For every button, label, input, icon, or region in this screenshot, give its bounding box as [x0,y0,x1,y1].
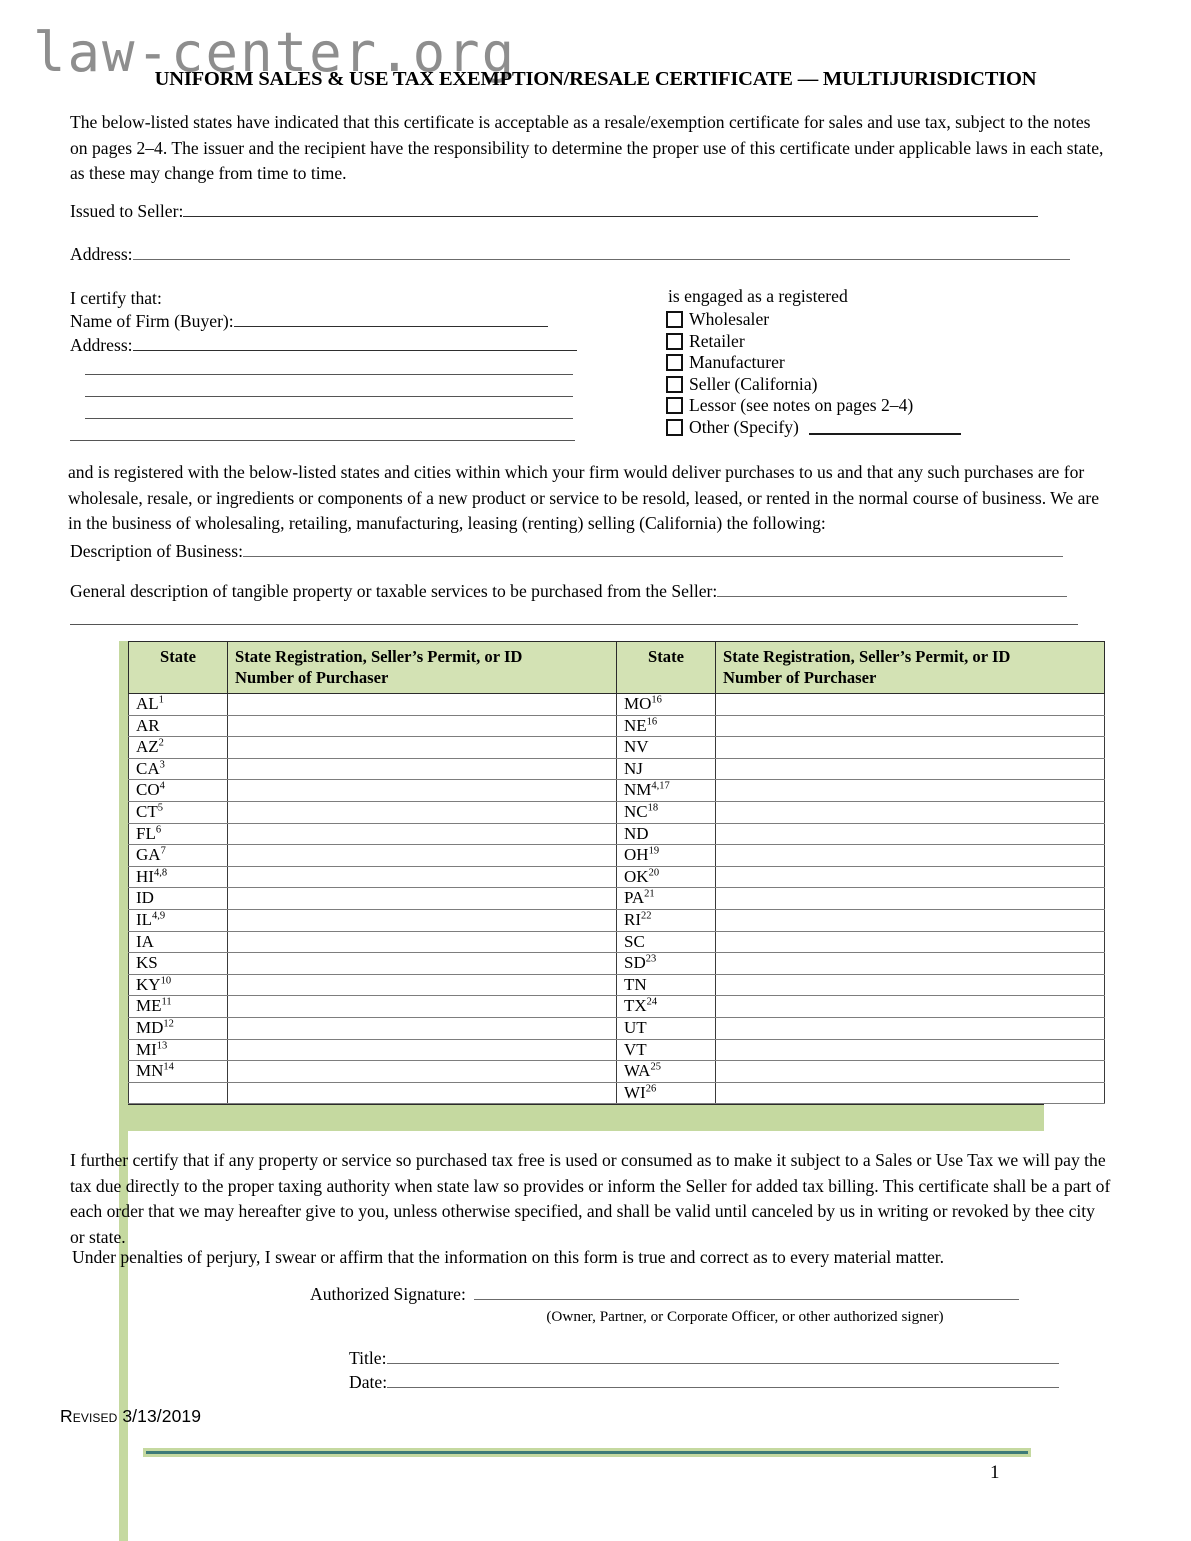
table-row [129,823,1105,845]
header-number-left-line1: State Registration, Seller’s Permit, or ID [235,647,523,666]
further-certify-paragraph: I further certify that if any property or service so purchased tax free is used or consumed as to make it subject to a Sales or Use Tax we will pay the tax due directly to the proper taxing authority when state law so provides or inform the Seller for added tax billing. This certificate shall be a part of each order that we may hereafter give to you, unless otherwise specified, and shall be valid until canceled by us in writing or revoked by thee city or state. [70,1150,1111,1247]
state-note-left: 10 [160,975,172,987]
state-note-left: 13 [156,1039,168,1051]
checkbox-row-manufacturer[interactable] [666,352,961,374]
table-row [129,974,1105,996]
state-code-cell-left: MI$^{13}$ [129,1039,228,1061]
registration-number-cell-left[interactable] [228,1061,617,1083]
state-code-cell-left: $CA^3$ [129,758,228,780]
registration-number-cell-right[interactable] [716,1039,1105,1061]
state-code-cell-right: UT [617,1017,716,1039]
state-note-left: 14 [163,1061,174,1073]
date-field-row [349,1372,1059,1393]
authorized-signature-label: Authorized Signature: [310,1284,466,1304]
checkbox-retailer-icon[interactable] [666,333,683,350]
state-code-cell-left: IL$^{4,9}$ [129,909,228,931]
table-row [129,996,1105,1018]
description-of-business-row [70,540,1063,562]
section-divider-rule [70,624,1078,625]
registration-number-cell-left[interactable] [228,758,617,780]
registration-number-cell-right[interactable] [716,1061,1105,1083]
state-code-cell-left: AR [129,715,228,737]
state-note-right: 16 [651,694,662,706]
state-note-left: 11 [161,996,172,1008]
buyer-address-line-4[interactable] [85,418,573,419]
registration-number-cell-right[interactable] [716,801,1105,823]
checkbox-label-retailer: Retailer [689,330,745,351]
checkbox-row-wholesaler[interactable] [666,309,961,331]
other-specify-input[interactable] [809,420,961,435]
buyer-address-line-3[interactable] [85,396,573,397]
buyer-address-input[interactable] [133,335,577,351]
state-note-left: 4,8 [153,867,168,879]
registration-number-cell-left[interactable] [228,953,617,975]
registration-number-cell-right[interactable] [716,1082,1105,1104]
checkbox-lessor-icon[interactable] [666,397,683,414]
registration-number-cell-left[interactable] [228,909,617,931]
state-code-cell-right: ND [617,823,716,845]
state-note-right: 18 [647,802,659,814]
state-note-right: 4,17 [651,780,670,792]
date-field-input[interactable] [387,1372,1059,1388]
signature-caption: (Owner, Partner, or Corporate Officer, or other authorized signer) [546,1308,944,1325]
registration-number-cell-right[interactable] [716,694,1105,716]
certify-label: I certify that: [70,288,162,308]
seller-address-input[interactable] [133,244,1070,260]
date-field-label: Date: [349,1372,388,1392]
state-note-right: 16 [646,715,658,727]
table-row [129,780,1105,802]
table-row [129,801,1105,823]
issued-to-seller-input[interactable] [183,201,1038,217]
table-bottom-green-band [128,1104,1044,1131]
registration-number-cell-left[interactable] [228,694,617,716]
header-number-right-line1: State Registration, Seller’s Permit, or ID [723,647,1011,666]
state-code-cell-right: OH$^{19}$ [617,845,716,867]
seller-address-row [70,243,1070,265]
registration-number-cell-right[interactable] [716,953,1105,975]
buyer-address-row [70,334,577,356]
state-note-right: 23 [645,953,657,965]
state-code-cell-left: HI$^{4,8}$ [129,866,228,888]
state-code-cell-left: $AZ^2$ [129,737,228,759]
table-row [129,758,1105,780]
state-code-cell-right: PA$^{21}$ [617,888,716,910]
state-code-cell-right: TX$^{24}$ [617,996,716,1018]
registration-number-cell-right[interactable] [716,823,1105,845]
footer-bar-inner-line [146,1451,1028,1454]
name-of-firm-input[interactable] [234,311,548,327]
registration-number-cell-left[interactable] [228,780,617,802]
header-number-right [716,642,1105,694]
table-row [129,1039,1105,1061]
state-code-cell-left: $AL^1$ [129,694,228,716]
state-note-right: 21 [644,888,655,900]
checkbox-label-lessor: Lessor (see notes on pages 2–4) [689,395,914,415]
state-note-right: 19 [648,845,660,857]
checkbox-row-lessor[interactable] [666,395,961,417]
registration-number-cell-right[interactable] [716,845,1105,867]
table-row [129,866,1105,888]
perjury-paragraph: Under penalties of perjury, I swear or affirm that the information on this form is true and correct as to every material matter. [72,1247,945,1267]
state-code-cell-right: OK$^{20}$ [617,866,716,888]
state-code-cell-right: RI$^{22}$ [617,909,716,931]
footer-decorative-bar [143,1448,1031,1457]
authorized-signature-input[interactable] [474,1284,1019,1300]
state-registration-table [128,641,1105,1104]
header-number-right-line2: Number of Purchaser [723,668,877,687]
name-of-firm-label: Name of Firm (Buyer): [70,311,234,331]
state-code-cell-right: MO$^{16}$ [617,694,716,716]
state-note-left: 1 [158,694,164,706]
state-registration-table-wrapper [119,641,1044,1131]
buyer-address-line-2[interactable] [85,374,573,375]
state-note-right: 25 [650,1061,661,1073]
table-row [129,737,1105,759]
state-code-cell-left: ME$^{11}$ [129,996,228,1018]
registration-number-cell-left[interactable] [228,845,617,867]
registration-number-cell-right[interactable] [716,780,1105,802]
state-code-cell-left: IA [129,931,228,953]
state-code-cell-right: SD$^{23}$ [617,953,716,975]
title-field-label: Title: [349,1348,387,1368]
issued-to-seller-label: Issued to Seller: [70,201,184,221]
registration-number-cell-left[interactable] [228,888,617,910]
watermark-law-center-org: law-center.org [33,21,517,84]
state-code-cell-right: NM$^{4,17}$ [617,780,716,802]
buyer-address-label: Address: [70,335,133,355]
state-note-left: 2 [158,737,164,749]
registration-number-cell-right[interactable] [716,737,1105,759]
registration-heading: is engaged as a registered [668,286,848,306]
registration-number-cell-left[interactable] [228,737,617,759]
registration-number-cell-left[interactable] [228,1017,617,1039]
header-number-left-line2: Number of Purchaser [235,668,389,687]
checkbox-manufacturer-icon[interactable] [666,354,683,371]
state-code-cell-right: TN [617,974,716,996]
state-code-cell-right: VT [617,1039,716,1061]
header-state-left: State [129,642,228,694]
checkbox-other-icon[interactable] [666,419,683,436]
registration-number-cell-right[interactable] [716,931,1105,953]
checkbox-seller-california-icon[interactable] [666,376,683,393]
table-row [129,694,1105,716]
title-field-input[interactable] [387,1348,1059,1364]
general-description-label: General description of tangible property or taxable services to be purchased from the Seller: [70,581,718,601]
registration-number-cell-right[interactable] [716,715,1105,737]
page-title: UNIFORM SALES & USE TAX EXEMPTION/RESALE CERTIFICATE — MULTIJURISDICTION [154,68,1037,90]
registration-number-cell-right[interactable] [716,996,1105,1018]
description-of-business-label: Description of Business: [70,541,243,561]
state-code-cell-right: NV [617,737,716,759]
state-code-cell-right: WI$^{26}$ [617,1082,716,1104]
checkbox-row-retailer[interactable] [666,331,961,353]
header-state-right: State [617,642,716,694]
authorized-signature-row [310,1284,1019,1305]
general-description-row [70,580,1067,602]
state-code-cell-right: NE$^{16}$ [617,715,716,737]
state-note-left: 12 [163,1018,174,1030]
checkbox-label-other: Other (Specify) [689,416,799,437]
state-code-cell-left: $CT^5$ [129,801,228,823]
registration-number-cell-left[interactable] [228,715,617,737]
registration-number-cell-left[interactable] [228,996,617,1018]
checkbox-label-seller-california: Seller (California) [689,373,818,394]
registration-number-cell-left[interactable] [228,866,617,888]
description-of-business-input[interactable] [243,541,1063,557]
registration-number-cell-left[interactable] [228,974,617,996]
state-note-left: 6 [155,823,162,835]
state-code-cell-left: KS [129,953,228,975]
state-code-cell-left [129,1082,228,1104]
state-code-cell-left: $FL^6$ [129,823,228,845]
state-code-cell-right: SC [617,931,716,953]
registration-number-cell-right[interactable] [716,974,1105,996]
table-row [129,888,1105,910]
checkbox-row-other[interactable] [666,417,961,439]
state-code-cell-right: WA$^{25}$ [617,1061,716,1083]
issued-to-seller-row [70,200,1038,222]
checkbox-row-seller-california[interactable] [666,374,961,396]
general-description-input[interactable] [717,581,1067,597]
state-code-cell-left: $CO^4$ [129,780,228,802]
registration-number-cell-left[interactable] [228,1039,617,1061]
registration-number-cell-left[interactable] [228,823,617,845]
table-row [129,1061,1105,1083]
registration-paragraph: and is registered with the below-listed states and cities within which your firm would deliver purchases to us and that any such purchases are for wholesale, resale, or ingredients or components of a new product or service to be resold, leased, or rented in the normal course of business. We are in the business of wholesaling, retailing, manufacturing, leasing (renting) selling (California) the following: [68,462,1100,533]
state-note-right: 26 [645,1083,657,1095]
registration-number-cell-right[interactable] [716,1017,1105,1039]
table-row [129,1017,1105,1039]
state-note-right: 22 [641,910,652,922]
state-code-cell-left: $GA^7$ [129,845,228,867]
seller-address-label: Address: [70,244,133,264]
registration-type-group [666,286,961,438]
table-body [129,694,1105,1104]
checkbox-wholesaler-icon[interactable] [666,311,683,328]
state-code-cell-left: ID [129,888,228,910]
table-row [129,909,1105,931]
registration-number-cell-left[interactable] [228,801,617,823]
registration-number-cell-left[interactable] [228,931,617,953]
table-row [129,845,1105,867]
table-row [129,715,1105,737]
state-code-cell-left: MN$^{14}$ [129,1061,228,1083]
buyer-address-line-5[interactable] [70,440,575,441]
state-note-right: 24 [646,996,658,1008]
state-note-left: 3 [159,759,165,771]
registration-number-cell-right[interactable] [716,888,1105,910]
state-note-left: 5 [157,802,163,814]
table-header-row [129,642,1105,694]
registration-number-cell-right[interactable] [716,909,1105,931]
state-code-cell-left: KY$^{10}$ [129,974,228,996]
table-row [129,1082,1105,1104]
checkbox-label-manufacturer: Manufacturer [689,352,785,372]
page-number: 1 [990,1462,1000,1483]
registration-number-cell-right[interactable] [716,866,1105,888]
table-row [129,953,1105,975]
intro-paragraph: The below-listed states have indicated that this certificate is acceptable as a resale/exemption certificate for sales and use tax, subject to the notes on pages 2–4. The issuer and the recipient have the responsibility to determine the proper use of this certificate under applicable laws in each state, as these may change from time to time. [70,112,1104,183]
name-of-firm-row [70,310,548,332]
registration-number-cell-left[interactable] [228,1082,617,1104]
state-note-left: 7 [160,845,166,857]
state-code-cell-left: MD$^{12}$ [129,1017,228,1039]
state-note-left: 4 [159,780,165,792]
revised-date: Revised 3/13/2019 [60,1406,202,1426]
registration-number-cell-right[interactable] [716,758,1105,780]
checkbox-label-wholesaler: Wholesaler [689,309,770,329]
title-field-row [349,1348,1059,1369]
state-note-left: 4,9 [152,910,166,922]
state-code-cell-right: NC$^{18}$ [617,801,716,823]
state-code-cell-right: NJ [617,758,716,780]
state-note-right: 20 [648,867,660,879]
header-number-left [228,642,617,694]
table-row [129,931,1105,953]
